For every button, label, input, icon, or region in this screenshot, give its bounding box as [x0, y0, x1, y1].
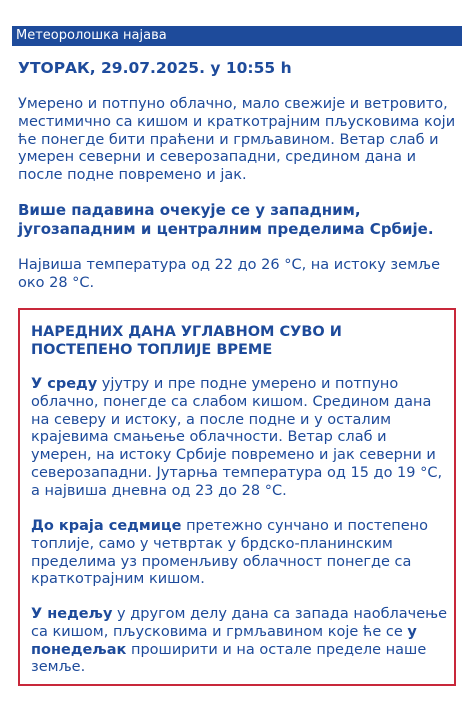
wednesday-lead: У среду	[31, 376, 98, 392]
monday-lead: у понедељак	[31, 623, 417, 658]
outlook-wednesday	[31, 376, 449, 501]
section-header-title: Метеоролошка најава	[16, 28, 167, 43]
sunday-text-1: у другом делу дана са запада наоблачење са кишом, пљусковима и грмљавином које ће се	[31, 606, 448, 640]
section-header	[12, 26, 462, 46]
outlook-week	[31, 518, 449, 589]
week-lead: До краја седмице	[31, 518, 182, 534]
wednesday-text: ујутру и пре подне умерено и потпуно облачно, понегде са слабом кишом. Средином дана на северу и истоку, а после подне и у осталим крајевима смањење облачности. Ветар слаб и умерен, на истоку Србије повремено и јак северни и северозападни. Јутарња температура од 15 до 19 °C, а највиша дневна од 23 до 28 °C.	[31, 376, 443, 499]
week-text: претежно сунчано и постепено топлије, само у четвртак у брдско-планинским пределима уз променљиву облачност понегде са краткотрајним кишом.	[31, 518, 428, 588]
outlook-title: НАРЕДНИХ ДАНА УГЛАВНОМ СУВО И ПОСТЕПЕНО ТОПЛИЈЕ ВРЕМЕ	[31, 324, 342, 358]
sunday-text-2: проширити и на остале пределе наше земље.	[31, 641, 427, 676]
outlook-box	[18, 308, 456, 686]
forecast-date: УТОРАК, 29.07.2025. у 10:55 h	[18, 59, 292, 77]
sunday-lead: У недељу	[31, 606, 113, 622]
forecast-highlight: Више падавина очекује се у западним, југозападним и централним пределима Србије.	[18, 201, 434, 238]
forecast-paragraph: Умерено и потпуно облачно, мало свежије и ветровито, местимично са кишом и краткотрајним пљусковима који ће понегде бити праћени и грмљавином. Ветар слаб и умерен северни и северозападни, средином дана и после подне повремено и јак.	[18, 96, 456, 184]
outlook-sunday	[31, 606, 449, 677]
forecast-temperature: Највиша температура од 22 до 26 °C, на истоку земље око 28 °C.	[18, 257, 441, 291]
